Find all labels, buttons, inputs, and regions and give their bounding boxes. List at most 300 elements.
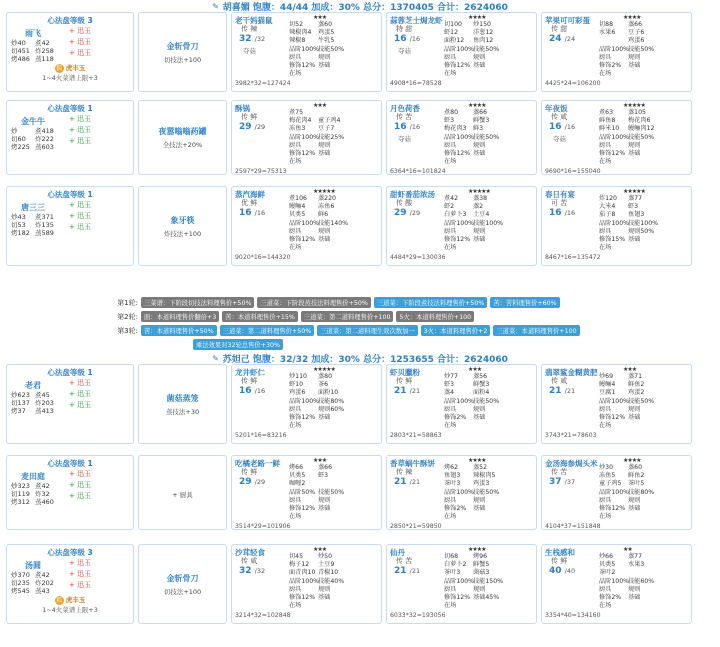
recipe-card[interactable] [386, 12, 537, 92]
chef-card[interactable] [6, 12, 134, 92]
recipe-detail [473, 158, 502, 166]
recipe-quantity[interactable] [390, 34, 444, 46]
recipe-detail: 蒸38 [473, 195, 488, 202]
recipe-skill: 传 鲜 [241, 377, 258, 385]
recipe-detail: 基础 [318, 236, 331, 244]
chef-stat: 蒸460 [35, 498, 54, 506]
recipe-name: 酥锅 [235, 104, 250, 113]
recipe-calc: 4908*16=78528 [390, 80, 442, 87]
recipe-detail: 修饰15% [599, 236, 626, 244]
recipe-detail: 在场 [444, 513, 457, 521]
recipe-detail-grid [599, 195, 688, 252]
heart-plate-level[interactable]: 心法盘等级 1 [47, 104, 93, 113]
recipe-name: 老干妈猫鼠 [235, 16, 273, 25]
recipe-detail: 茶6 [318, 381, 329, 389]
gem-slot[interactable]: + 迅玉 [69, 126, 92, 134]
recipe-detail: 白萝卜2 [444, 561, 467, 569]
equip-card[interactable] [138, 186, 227, 266]
recipe-detail: 修饰2% [599, 594, 622, 602]
recipe-detail: 基础 [473, 236, 486, 244]
recipe-detail: 技能50% [628, 133, 655, 141]
fox-name: 虎丰玉 [65, 64, 86, 72]
chef-stat-row [11, 571, 55, 579]
recipe-skill: 传 咸 [551, 113, 568, 121]
recipe-detail: 青椒10 [318, 569, 339, 577]
equip-desc: 切技法+100 [163, 587, 202, 596]
chef-card[interactable] [6, 455, 134, 530]
recipe-detail: 蒸220 [318, 195, 336, 202]
round-effect-tag[interactable]: 三道菜：本道料理售价+100 [493, 325, 579, 336]
recipe-max: /29 [409, 209, 421, 217]
recipe-detail: 切52 [289, 21, 304, 28]
gem-slot[interactable]: + 迅玉 [69, 401, 92, 409]
recipe-card[interactable] [386, 544, 537, 624]
recipe-tag [545, 489, 599, 498]
team-title: 胡喜媚 饱腹：44/44 加成：30% 总分：1370405 合计：2624060 [222, 2, 508, 13]
recipe-detail: 在场 [289, 158, 302, 166]
recipe-detail: 规则 [318, 53, 331, 61]
round-effect-tag[interactable]: 三菜谱：下阶段切技法料理售价+50% [141, 297, 254, 308]
equip-card[interactable] [138, 100, 227, 175]
recipe-detail: 基础 [628, 594, 641, 602]
heart-plate-level[interactable]: 心法盘等级 1 [47, 190, 93, 199]
recipe-skill: 传 苦 [396, 113, 413, 121]
recipe-tag: 夺菇 [243, 47, 256, 55]
gem-slot[interactable]: + 迅玉 [69, 470, 92, 478]
recipe-detail: 在场 [444, 422, 457, 430]
recipe-name: 香草蜗牛酥饼 [390, 459, 435, 468]
recipe-max: /16 [409, 35, 421, 43]
recipe-quantity[interactable] [390, 566, 444, 578]
recipe-stars: ★★★★ [623, 14, 641, 21]
gem-slot[interactable]: + 迅玉 [69, 379, 92, 387]
recipe-detail: 厨具 [444, 141, 457, 149]
recipe-detail: 规则 [473, 585, 486, 593]
recipe-detail: 在场 [444, 158, 457, 166]
recipe-detail: 蒸77 [628, 195, 643, 202]
recipe-tag [390, 220, 444, 229]
recipe-tag [390, 578, 444, 587]
recipe-skill: 传 鲜 [241, 468, 258, 476]
round-effect-tag[interactable]: 3火：本道料理售价+2 [421, 325, 491, 336]
recipe-detail: 虾3 [628, 203, 639, 211]
recipe-stars: ★★★ [313, 102, 327, 109]
recipe-detail: 修饰12% [444, 150, 471, 158]
round-effect-tag[interactable]: 乘法效果对32轮总售价+30% [193, 339, 283, 350]
recipe-detail: 技能50% [473, 133, 500, 141]
round-row [193, 339, 283, 350]
recipe-card[interactable] [541, 12, 692, 92]
recipe-detail: 鸡蛋6 [289, 389, 306, 397]
recipe-detail: 品阶100% [599, 219, 630, 227]
recipe-quantity[interactable] [545, 208, 599, 220]
chef-stat: 煮371 [35, 213, 54, 221]
recipe-detail: 修饰12% [599, 150, 626, 158]
equip-card[interactable] [138, 364, 227, 444]
recipe-detail: 在场 [289, 244, 302, 252]
recipe-tag [390, 489, 444, 498]
recipe-detail: 技能60% [628, 577, 655, 585]
recipe-quantity[interactable] [390, 386, 444, 398]
chef-card[interactable] [6, 186, 134, 266]
chef-name[interactable]: 老君 [25, 381, 41, 390]
recipe-name: 翡翠鲨金糊黄肥 [545, 368, 598, 377]
recipe-tag [235, 578, 289, 587]
recipe-quantity[interactable] [545, 386, 599, 398]
chef-stat-row [11, 143, 55, 151]
recipe-quantity[interactable] [235, 566, 289, 578]
round-effect-tag[interactable]: 面：本道料理售价翻倍+3 [141, 311, 219, 322]
recipe-detail: 技能50% [318, 488, 345, 496]
recipe-card[interactable] [231, 544, 382, 624]
gem-slot[interactable]: + 迅玉 [69, 27, 92, 35]
recipe-detail: 技能150% [473, 577, 504, 585]
recipe-detail: 梅花肉3 [444, 125, 467, 133]
recipe-card[interactable] [386, 100, 537, 175]
recipe-qty: 32 [239, 34, 252, 44]
recipe-detail: 在场 [289, 602, 302, 610]
recipe-detail-grid [444, 464, 533, 521]
recipe-detail: 品阶100% [289, 397, 320, 405]
recipe-skill: 可 苦 [551, 199, 568, 207]
recipe-quantity[interactable] [235, 386, 289, 398]
recipe-quantity[interactable] [545, 122, 599, 134]
recipe-detail: 切88 [599, 21, 614, 28]
recipe-card[interactable] [541, 186, 692, 266]
recipe-detail: 蒸56 [473, 373, 488, 380]
recipe-detail-grid [289, 195, 378, 252]
round-effect-tag[interactable]: 三道菜：第二道料理生效次数加一 [317, 325, 417, 336]
chef-stat: 炸258 [35, 47, 54, 55]
gem-slot[interactable]: + 迅玉 [69, 390, 92, 398]
recipe-detail: 规则 [473, 496, 486, 504]
recipe-detail: 在场 [289, 422, 302, 430]
recipe-detail: 童子鸡5 [599, 480, 622, 488]
recipe-quantity[interactable] [235, 208, 289, 220]
recipe-name: 月色荷香 [390, 104, 420, 113]
recipe-calc: 4425*24=106200 [545, 80, 601, 87]
gem-slot[interactable]: + 迅玉 [69, 570, 92, 578]
recipe-detail: 品阶100% [289, 219, 320, 227]
recipe-detail: 鱼肉12 [473, 37, 494, 45]
recipe-qty: 21 [394, 566, 407, 576]
recipe-detail: 炒66 [599, 553, 614, 560]
recipe-card[interactable] [541, 364, 692, 444]
recipe-detail: 基础 [318, 414, 331, 422]
recipe-detail-grid [444, 195, 533, 252]
heart-plate-level[interactable]: 心法盘等级 1 [47, 459, 93, 468]
recipe-detail: 煮42 [444, 195, 459, 202]
gem-slot[interactable]: + 迅玉 [69, 559, 92, 567]
chef-stat: 煮42 [35, 571, 50, 579]
recipe-detail: 技能50% [628, 397, 655, 405]
recipe-name: 苹果可可彩蛋 [545, 16, 590, 25]
recipe-skill: 传 辣 [396, 468, 413, 476]
recipe-max: /16 [254, 209, 266, 217]
heart-plate-level[interactable]: 心法盘等级 3 [47, 548, 93, 557]
round-effect-tag[interactable]: 苦：苦料理售价+60% [490, 297, 559, 308]
recipe-card[interactable] [231, 455, 382, 530]
gem-slot[interactable]: + 迅玉 [69, 581, 92, 589]
recipe-detail: 炒150 [473, 21, 491, 28]
fox-name: 虎丰玉 [65, 596, 86, 604]
recipe-detail: 茄子8 [599, 211, 616, 219]
gem-slot[interactable]: + 迅玉 [69, 38, 92, 46]
fox-desc: 1~4火菜谱上限+3 [42, 605, 98, 614]
recipe-quantity[interactable] [235, 477, 289, 489]
recipe-detail: 技能80% [318, 397, 345, 405]
recipe-skill: 传 苦 [396, 557, 413, 565]
recipe-card[interactable] [541, 100, 692, 175]
recipe-detail: 技能50% [628, 45, 655, 53]
recipe-detail: 基础 [318, 594, 331, 602]
recipe-qty: 40 [549, 566, 562, 576]
recipe-detail: 煮63 [599, 109, 614, 116]
chef-stat: 炸222 [35, 135, 54, 143]
recipe-detail: 在场 [599, 513, 612, 521]
gem-slot[interactable]: + 迅玉 [69, 49, 92, 57]
chef-name[interactable]: 麦田庭 [21, 472, 45, 481]
heart-plate-level[interactable]: 心法盘等级 1 [47, 368, 93, 377]
recipe-detail: 修饰12% [599, 414, 626, 422]
chef-stat: 切60 [11, 135, 26, 143]
recipe-quantity[interactable] [545, 477, 599, 489]
recipe-calc: 2850*21=59850 [390, 523, 442, 530]
team-header [0, 352, 720, 364]
chef-stat: 炒 [11, 127, 18, 135]
recipe-card[interactable] [231, 364, 382, 444]
recipe-stars: ★★ [623, 546, 632, 553]
recipe-detail: 梅子12 [289, 561, 310, 569]
gem-slot[interactable]: + 迅玉 [69, 115, 92, 123]
recipe-detail: 修饰2% [599, 62, 622, 70]
recipe-stars: ★★★★★ [313, 366, 335, 373]
recipe-detail: 厨具 [444, 227, 457, 235]
recipe-detail: 规则 [318, 141, 331, 149]
recipe-card[interactable] [541, 544, 692, 624]
recipe-max: /40 [564, 567, 576, 575]
recipe-detail-grid [444, 373, 533, 430]
recipe-detail: 技能50% [473, 488, 500, 496]
recipe-detail: 蒸52 [473, 464, 488, 471]
recipe-detail: 厨具 [599, 227, 612, 235]
recipe-card[interactable] [231, 12, 382, 92]
recipe-quantity[interactable] [545, 34, 599, 46]
recipe-detail: 基础 [473, 414, 486, 422]
recipe-max: /29 [254, 478, 266, 486]
recipe-detail-grid [599, 553, 688, 610]
chef-name[interactable]: 金牛牛 [21, 117, 45, 126]
recipe-detail: 品阶100% [289, 133, 320, 141]
chef-stat: 炸202 [35, 579, 54, 587]
heart-plate-level[interactable]: 心法盘等级 3 [47, 16, 93, 25]
recipe-name: 吃橘老路一鲜 [235, 459, 280, 468]
recipe-detail: 厨具 [444, 53, 457, 61]
recipe-card[interactable] [231, 186, 382, 266]
equip-card[interactable] [138, 455, 227, 530]
chef-card[interactable] [6, 100, 134, 175]
chef-stat: 炒370 [11, 571, 30, 579]
recipe-detail: 烤62 [444, 464, 459, 471]
recipe-detail: 烤66 [289, 464, 304, 471]
recipe-max: /21 [409, 387, 421, 395]
recipe-stars: ★★★★ [468, 14, 486, 21]
recipe-max: /32 [254, 35, 266, 43]
recipe-detail: 茶叶5 [628, 480, 645, 488]
chef-card[interactable] [6, 364, 134, 444]
recipe-detail: 炒110 [289, 373, 307, 380]
recipe-detail: 基础 [318, 62, 331, 70]
round-effect-tag[interactable]: 三道菜：下阶段蒸技法料理售价+50% [257, 297, 370, 308]
equip-name: 金斩骨刀 [166, 573, 199, 583]
recipe-detail: 厨具 [289, 53, 302, 61]
recipe-detail: 炒69 [599, 373, 614, 380]
recipe-detail: 规则60% [318, 405, 345, 413]
recipe-card[interactable] [541, 455, 692, 530]
recipe-detail: 面粉12 [444, 37, 465, 45]
recipe-detail: 品阶100% [444, 133, 475, 141]
recipe-card[interactable] [386, 186, 537, 266]
recipe-detail: 蒸77 [628, 553, 643, 560]
recipe-detail: 技能80% [628, 488, 655, 496]
equip-card[interactable] [138, 544, 227, 624]
gem-slot[interactable]: + 迅玉 [69, 481, 92, 489]
chef-stat-row [11, 135, 55, 143]
recipe-tag [235, 398, 289, 407]
recipe-detail: 茶叶3 [444, 480, 461, 488]
recipe-name: 仙丹 [390, 548, 405, 557]
recipe-quantity[interactable] [545, 566, 599, 578]
recipe-detail: 厨具 [444, 496, 457, 504]
recipe-detail-grid [599, 373, 688, 430]
recipe-skill: 优 鲜 [241, 199, 258, 207]
recipe-detail: 切68 [444, 553, 459, 560]
chef-stat: 切451 [11, 47, 30, 55]
recipe-detail: 炒30 [599, 464, 614, 471]
recipe-quantity[interactable] [235, 34, 289, 46]
recipe-detail: 煮80 [444, 109, 459, 116]
recipe-detail: 规则 [473, 53, 486, 61]
recipe-detail: 修饰12% [289, 150, 316, 158]
recipe-detail: 面粉10 [318, 389, 339, 397]
recipe-quantity[interactable] [390, 208, 444, 220]
recipe-calc: 9690*16=155040 [545, 168, 601, 175]
recipe-detail [318, 480, 347, 488]
recipe-quantity[interactable] [390, 477, 444, 489]
recipe-detail: 修饰12% [289, 236, 316, 244]
recipe-name: 虾贝臘粉 [390, 368, 420, 377]
round-effect-tag[interactable]: 苦：本道料理售价+15% [222, 311, 298, 322]
recipe-max: /32 [254, 567, 266, 575]
recipe-detail: 厨具 [599, 585, 612, 593]
recipe-card[interactable] [386, 455, 537, 530]
recipe-detail: 辣椒肉4 [289, 29, 312, 37]
gem-slot[interactable]: + 迅玉 [69, 492, 92, 500]
recipe-detail: 修饰12% [599, 505, 626, 513]
chef-name[interactable]: 雨飞 [25, 29, 41, 38]
round-effect-tag[interactable]: 5火：本道料理售价+100 [396, 311, 474, 322]
recipe-detail: 修饰12% [444, 62, 471, 70]
equip-card[interactable] [138, 12, 227, 92]
recipe-detail [628, 602, 657, 610]
recipe-detail: 修饰12% [444, 236, 471, 244]
recipe-detail [318, 513, 347, 521]
recipe-detail: 厨具 [599, 53, 612, 61]
recipe-detail: 规则 [628, 585, 641, 593]
recipe-tag [545, 220, 599, 229]
chef-name[interactable]: 唐三三 [21, 203, 45, 212]
recipe-stars: ★★★ [313, 457, 327, 464]
recipe-detail: 鲜蟹3 [473, 117, 490, 125]
recipe-detail: 贝类5 [289, 472, 306, 480]
chef-name[interactable]: 汤圆 [25, 561, 41, 570]
gem-slot[interactable]: + 迅玉 [69, 137, 92, 145]
recipe-name: 蒸汽海鲜 [235, 190, 265, 199]
recipe-name: 沙茸轻食 [235, 548, 265, 557]
recipe-name: 年夜饭 [545, 104, 568, 113]
recipe-name: 春日有宴 [545, 190, 575, 199]
recipe-detail: 规则 [473, 405, 486, 413]
recipe-name: 蒜蓉芝士焗龙虾 [390, 16, 443, 25]
pencil-icon[interactable]: ✎ [212, 353, 219, 363]
recipe-calc: 3743*21=78603 [545, 432, 597, 439]
recipe-detail: 土豆4 [473, 211, 490, 219]
recipe-detail: 在场 [444, 602, 457, 610]
equip-name: 金斩骨刀 [166, 41, 199, 51]
round-effect-tag[interactable]: 三道菜：下阶段煮技法料理售价+50% [374, 297, 487, 308]
recipe-detail-grid [289, 464, 378, 521]
recipe-detail: 菌菇3 [473, 569, 490, 577]
pencil-icon[interactable]: ✎ [212, 1, 219, 11]
recipe-calc: 4484*29=130036 [390, 254, 446, 261]
gem-slot[interactable]: + 迅玉 [69, 201, 92, 209]
recipe-max: /21 [564, 387, 576, 395]
recipe-detail: 技能50% [473, 45, 500, 53]
recipe-calc: 6033*32=193056 [390, 612, 446, 619]
equip-desc: + 厨具 [172, 490, 193, 499]
recipe-detail: 基础 [628, 414, 641, 422]
recipe-quantity[interactable] [390, 122, 444, 134]
recipe-tag: 夺菇 [398, 135, 411, 143]
recipe-stars: ★★★★ [468, 457, 486, 464]
gem-slot[interactable]: + 迅玉 [69, 223, 92, 231]
recipe-detail: 鲜鱼8 [599, 117, 616, 125]
recipe-detail [473, 602, 502, 610]
recipe-card[interactable] [386, 364, 537, 444]
recipe-detail: 切45 [289, 553, 304, 560]
round-effect-tag[interactable]: 三道菜：第二道料理售价+100 [301, 311, 394, 322]
chef-stat-row [11, 482, 55, 490]
recipe-card[interactable] [231, 100, 382, 175]
recipe-detail: 在场 [599, 70, 612, 78]
chef-stat-row [11, 229, 55, 237]
round-effect-tag[interactable]: 苦：本道料理售价+50% [141, 325, 217, 336]
recipe-detail: 品阶100% [444, 488, 475, 496]
recipe-detail: 技能100% [628, 219, 659, 227]
gem-slot[interactable]: + 迅玉 [69, 212, 92, 220]
recipe-detail: 鸡蛋6 [628, 37, 645, 45]
recipe-skill: 传 酸 [396, 199, 413, 207]
recipe-detail: 虾2 [444, 203, 455, 211]
recipe-detail: 规则 [318, 585, 331, 593]
round-effect-tag[interactable]: 三道菜：第二道料理售价+50% [220, 325, 315, 336]
recipe-quantity[interactable] [235, 122, 289, 134]
fox-icon: 狐 [56, 64, 63, 72]
recipe-detail: 技能50% [473, 397, 500, 405]
chef-card[interactable] [6, 544, 134, 624]
recipe-detail: 煮106 [289, 195, 307, 202]
recipe-detail: 蒸80 [318, 373, 333, 380]
